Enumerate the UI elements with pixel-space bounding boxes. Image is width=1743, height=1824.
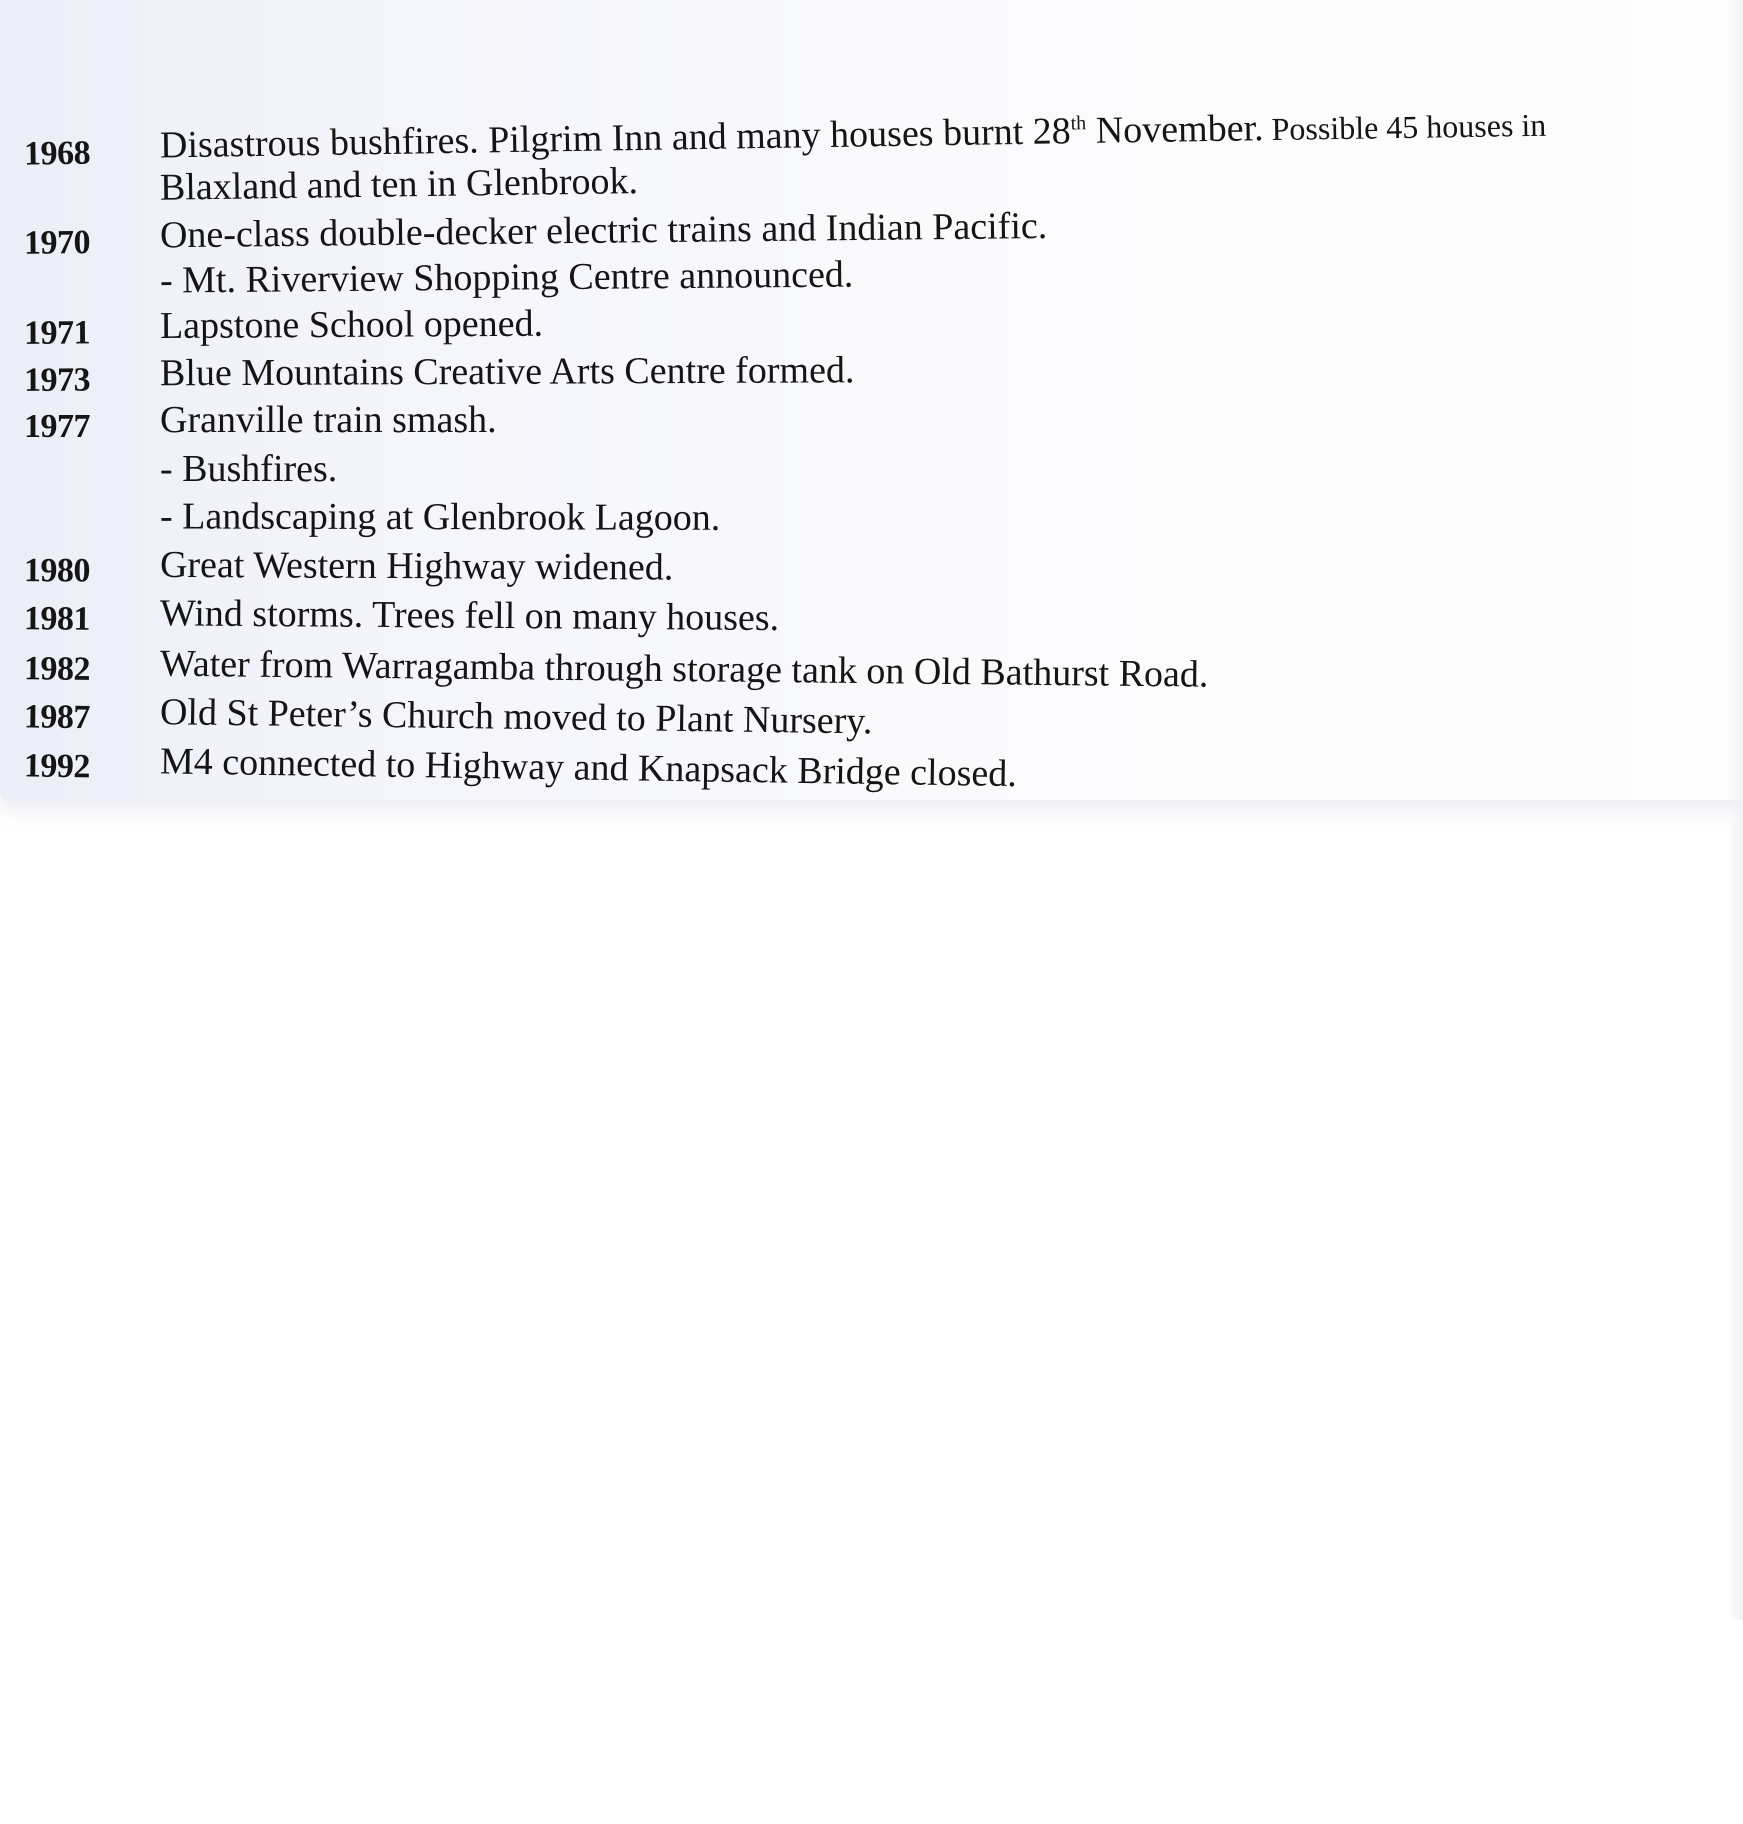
entry-text: Lapstone School opened.	[159, 302, 544, 348]
entry-text: - Landscaping at Glenbrook Lagoon.	[159, 495, 721, 539]
timeline-entry	[0, 447, 1743, 493]
entry-text: Water from Warragamba through storage tank on Old Bathurst Road.	[159, 642, 1209, 696]
timeline-entry	[0, 590, 1743, 650]
entry-text: Old St Peter’s Church moved to Plant Nursery.	[159, 691, 873, 743]
entry-year: 1992	[23, 747, 91, 786]
entry-text-part: November.	[1085, 107, 1264, 152]
entry-year	[24, 176, 134, 178]
entry-year: 1971	[23, 314, 91, 352]
ordinal-suffix: th	[1070, 112, 1087, 135]
entry-text: M4 connected to Highway and Knapsack Bridge closed.	[159, 740, 1018, 796]
entry-text-part: Disastrous bushfires. Pilgrim Inn and many houses burnt 28	[159, 110, 1072, 167]
timeline-entry	[0, 294, 1743, 351]
entry-text-part: Possible 45 houses in	[1263, 106, 1547, 148]
entry-year: 1973	[23, 361, 91, 399]
entry-text: Great Western Highway widened.	[159, 543, 674, 589]
entry-year: 1987	[23, 698, 91, 737]
entry-text: - Mt. Riverview Shopping Centre announced.	[159, 253, 854, 302]
entry-text: One-class double-decker electric trains and Indian Pacific.	[159, 205, 1048, 257]
entry-year	[24, 269, 134, 270]
entry-text: - Bushfires.	[160, 448, 338, 490]
entry-year: 1970	[23, 224, 91, 262]
timeline-entry	[0, 398, 1743, 444]
entry-text: Blaxland and ten in Glenbrook.	[159, 160, 639, 209]
entry-text: Blue Mountains Creative Arts Centre formed.	[159, 349, 855, 395]
timeline-entry	[0, 494, 1743, 545]
timeline	[0, 0, 1743, 800]
entry-year: 1982	[23, 650, 91, 688]
entry-year: 1977	[24, 408, 90, 445]
timeline-entry	[0, 542, 1743, 597]
entry-text: Wind storms. Trees fell on many houses.	[159, 592, 780, 640]
timeline-entry	[0, 344, 1743, 398]
entry-year: 1968	[23, 134, 91, 173]
entry-year: 1980	[23, 552, 91, 590]
entry-text: Granville train smash.	[160, 399, 497, 441]
entry-year: 1981	[23, 600, 91, 638]
